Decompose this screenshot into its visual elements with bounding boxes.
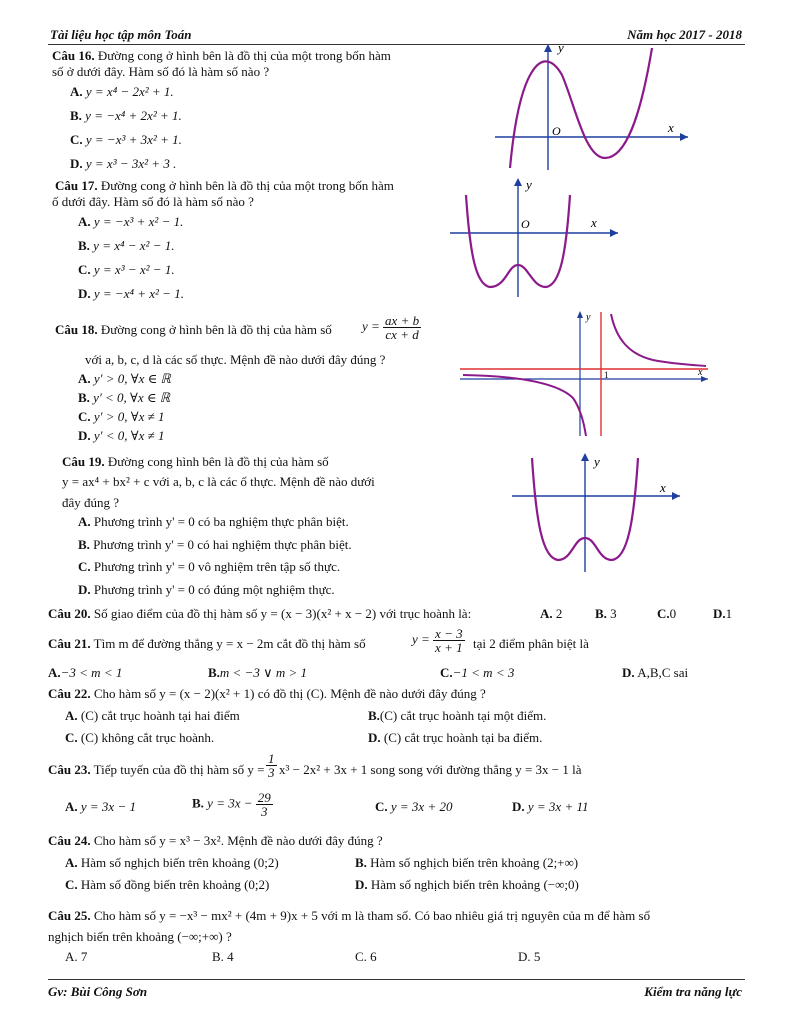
q16-option-label: D.	[70, 156, 83, 171]
q24-option-label: C.	[65, 877, 78, 892]
footer-left: Gv: Bùi Công Sơn	[48, 984, 148, 999]
q16-label: Câu 16.	[52, 48, 95, 63]
q21-option-label: D.	[622, 665, 635, 680]
q19-text1: Đường cong hình bên là đồ thị của hàm số	[107, 454, 329, 469]
q18-option-text: y′ > 0, ∀x ≠ 1	[93, 409, 165, 424]
q18-option-a[interactable]	[78, 371, 171, 387]
q21-option-a[interactable]	[48, 665, 122, 681]
q24-option-a[interactable]	[65, 855, 279, 871]
q25-option-label: D.	[518, 949, 531, 964]
q23-option-c[interactable]	[375, 799, 452, 815]
footer-right: Kiểm tra năng lực	[644, 984, 742, 999]
q17-option-a[interactable]	[78, 214, 183, 230]
q19-option-label: C.	[78, 559, 91, 574]
q21-fraction	[433, 627, 465, 654]
header-left: Tài liệu học tập môn Toán	[50, 27, 192, 42]
q19-option-text: Phương trình y' = 0 có ba nghiệm thực phân biệt.	[93, 514, 349, 529]
q25-option-text: 5	[533, 949, 541, 964]
q25-option-c[interactable]	[355, 949, 377, 965]
q17-x-arrow	[610, 229, 618, 237]
q23-fraction	[266, 752, 277, 779]
q17-text1: Đường cong ở hình bên là đồ thị của một trong bốn hàm	[100, 178, 394, 193]
q21-y-eq: y =	[412, 631, 430, 647]
q20-line	[48, 606, 471, 622]
q21-label: Câu 21.	[48, 636, 91, 651]
q22-option-text: (C) không cắt trục hoành.	[80, 730, 215, 745]
q18-y-arrow	[577, 311, 583, 318]
q18-option-label: A.	[78, 371, 91, 386]
q22-text: Cho hàm số y = (x − 2)(x² + 1) có đồ thị (C). Mệnh đề nào dưới đây đúng ?	[93, 686, 486, 701]
q25-option-text: 6	[370, 949, 377, 964]
q21-option-label: C.	[440, 665, 453, 680]
q20-option-label: C.	[657, 606, 670, 621]
q20-option-label: B.	[595, 606, 607, 621]
q16-option-label: A.	[70, 84, 83, 99]
q20-option-b[interactable]	[595, 606, 617, 622]
q16-line1	[52, 48, 391, 64]
q18-option-b[interactable]	[78, 390, 170, 406]
q17-origin-label: O	[521, 217, 530, 231]
q16-option-c[interactable]	[70, 132, 182, 148]
q18-text1: Đường cong ở hình bên là đồ thị của hàm số	[100, 322, 332, 337]
q17-option-b[interactable]	[78, 238, 174, 254]
header-right: Năm học 2017 - 2018	[627, 27, 742, 42]
q18-option-d[interactable]	[78, 428, 165, 444]
q18-numerator: ax + b	[385, 313, 420, 328]
q16-origin-label: O	[552, 124, 561, 138]
q16-x-label: x	[668, 120, 674, 135]
q16-option-a[interactable]	[70, 84, 174, 100]
q23-option-a[interactable]	[65, 799, 136, 815]
q23-fraction-inner	[266, 752, 277, 779]
q23-numerator: 1	[268, 751, 275, 766]
q24-option-b[interactable]	[355, 855, 578, 871]
q22-option-label: B.	[368, 708, 380, 723]
q22-option-d[interactable]	[368, 730, 542, 746]
q18-function	[362, 314, 421, 341]
q22-option-c[interactable]	[65, 730, 214, 746]
q17-option-label: C.	[78, 262, 91, 277]
q24-option-label: A.	[65, 855, 78, 870]
q19-option-a[interactable]	[78, 514, 349, 530]
q17-option-text: y = x³ − x² − 1.	[93, 262, 175, 277]
q20-option-a[interactable]	[540, 606, 562, 622]
q18-y-label: y	[586, 312, 591, 323]
q18-text2: với a, b, c, d là các số thực. Mệnh đề nào dưới đây đúng ?	[85, 352, 386, 367]
q22-option-label: D.	[368, 730, 381, 745]
q24-text: Cho hàm số y = x³ − 3x². Mệnh đề nào dưới đây đúng ?	[93, 833, 383, 848]
q16-x-arrow	[680, 133, 688, 141]
q16-option-b[interactable]	[70, 108, 182, 124]
q18-option-label: D.	[78, 428, 91, 443]
q17-option-label: A.	[78, 214, 91, 229]
q22-line	[48, 686, 486, 702]
q23-option-b[interactable]	[192, 791, 273, 818]
q23-option-label: C.	[375, 799, 388, 814]
q20-option-text: 0	[669, 606, 677, 621]
q21-option-d[interactable]	[622, 665, 688, 681]
q20-option-text: 2	[555, 606, 563, 621]
q23-option-text: y = 3x − 1	[80, 799, 136, 814]
q22-option-text: (C) cắt trục hoành tại ba điểm.	[383, 730, 543, 745]
q17-option-d[interactable]	[78, 286, 184, 302]
q21-option-text: A,B,C sai	[637, 665, 689, 680]
q18-option-label: C.	[78, 409, 91, 424]
q25-option-a[interactable]	[65, 949, 87, 965]
q23-option-text: y = 3x + 20	[390, 799, 453, 814]
q23-option-label: A.	[65, 799, 78, 814]
q23-option-label: D.	[512, 799, 525, 814]
q23-denominator: 3	[268, 765, 275, 780]
q20-text: Số giao điểm của đồ thị hàm số y = (x − 3)(x² + x − 2) với trục hoành là:	[93, 606, 472, 621]
q18-option-text: y′ > 0, ∀x ∈ ℝ	[93, 371, 171, 386]
q24-option-label: B.	[355, 855, 367, 870]
q16-curve	[510, 48, 652, 168]
q25-option-b[interactable]	[212, 949, 234, 965]
q17-option-label: B.	[78, 238, 90, 253]
q22-label: Câu 22.	[48, 686, 91, 701]
q19-graph	[510, 450, 685, 575]
q25-option-text: 4	[227, 949, 234, 964]
q25-text1: Cho hàm số y = −x³ − mx² + (4m + 9)x + 5 với m là tham số. Có bao nhiêu giá trị nguyên của m để hàm số	[93, 908, 651, 923]
q19-text2: y = ax⁴ + bx² + c với a, b, c là các ố thực. Mệnh đề nào dưới	[62, 474, 375, 489]
q19-option-label: B.	[78, 537, 90, 552]
q16-y-label: y	[558, 40, 564, 55]
q17-x-label: x	[591, 215, 597, 230]
q18-line1	[55, 322, 332, 338]
q24-option-label: D.	[355, 877, 368, 892]
q18-curve-right	[611, 314, 706, 366]
q21-text2: tại 2 điểm phân biệt là	[473, 636, 589, 651]
q19-y-label: y	[594, 454, 600, 469]
q18-label: Câu 18.	[55, 322, 98, 337]
q21-option-text: m < −3 ∨ m > 1	[219, 665, 308, 680]
q18-option-label: B.	[78, 390, 90, 405]
q19-option-b[interactable]	[78, 537, 352, 553]
q25-option-label: C.	[355, 949, 367, 964]
q21-line	[48, 636, 366, 652]
q17-option-text: y = −x³ + x² − 1.	[93, 214, 184, 229]
q18-y-eq: y =	[362, 318, 380, 334]
q19-option-c[interactable]	[78, 559, 340, 575]
q21-option-c[interactable]	[440, 665, 514, 681]
q19-line1	[62, 454, 329, 470]
q16-option-text: y = x³ − 3x² + 3 .	[85, 156, 177, 171]
q17-label: Câu 17.	[55, 178, 98, 193]
q22-option-text: (C) cắt trục hoành tại một điểm.	[379, 708, 547, 723]
q16-text1: Đường cong ở hình bên là đồ thị của một trong bốn hàm	[97, 48, 391, 63]
q24-option-text: Hàm số nghịch biến trên khoảng (−∞;0)	[370, 877, 579, 892]
q20-label: Câu 20.	[48, 606, 91, 621]
q17-option-label: D.	[78, 286, 91, 301]
q23-line	[48, 762, 264, 778]
q19-label: Câu 19.	[62, 454, 105, 469]
q16-option-label: B.	[70, 108, 82, 123]
q21-denominator: x + 1	[435, 640, 463, 655]
q21-numerator: x − 3	[435, 626, 463, 641]
q19-text3: đây đúng ?	[62, 495, 120, 510]
q18-option-text: y′ < 0, ∀x ∈ ℝ	[93, 390, 171, 405]
q17-text2: ố dưới đây. Hàm số đó là hàm số nào ?	[52, 194, 254, 209]
q20-option-d[interactable]	[713, 606, 732, 622]
q21-text1: Tìm m để đường thẳng y = x − 2m cắt đồ thị hàm số	[93, 636, 366, 651]
q19-x-arrow	[672, 492, 680, 500]
q23-b-denominator: 3	[261, 804, 268, 819]
q21-function	[412, 627, 465, 654]
q23-option-d[interactable]	[512, 799, 589, 815]
q25-label: Câu 25.	[48, 908, 91, 923]
q16-option-text: y = x⁴ − 2x² + 1.	[85, 84, 174, 99]
q23-label: Câu 23.	[48, 762, 91, 777]
q18-x-label: x	[698, 367, 703, 378]
q22-option-a[interactable]	[65, 708, 240, 724]
q19-option-d[interactable]	[78, 582, 335, 598]
q24-option-c[interactable]	[65, 877, 269, 893]
q16-graph	[490, 40, 700, 175]
q18-denominator: cx + d	[385, 327, 419, 342]
q16-option-label: C.	[70, 132, 83, 147]
q18-graph	[458, 308, 713, 438]
q25-option-text: 7	[80, 949, 88, 964]
q23-option-text: y = 3x + 11	[527, 799, 589, 814]
q22-option-text: (C) cắt trục hoành tại hai điểm	[80, 708, 240, 723]
q23-text1: Tiếp tuyến của đồ thị hàm số y =	[93, 762, 265, 777]
q24-option-text: Hàm số nghịch biến trên khoảng (0;2)	[80, 855, 279, 870]
q22-option-b[interactable]	[368, 708, 546, 724]
q19-option-text: Phương trình y' = 0 có đúng một nghiệm thực.	[93, 582, 335, 597]
q17-line1	[55, 178, 394, 194]
q25-line1	[48, 908, 650, 924]
q16-text2: số ở dưới đây. Hàm số đó là hàm số nào ?	[52, 64, 270, 79]
q17-y-label: y	[526, 177, 532, 192]
q21-option-text: −3 < m < 1	[60, 665, 123, 680]
q22-option-label: A.	[65, 708, 78, 723]
q18-option-text: y′ < 0, ∀x ≠ 1	[93, 428, 165, 443]
q17-option-c[interactable]	[78, 262, 175, 278]
q23-b-numerator: 29	[257, 790, 271, 805]
q24-label: Câu 24.	[48, 833, 91, 848]
q17-graph	[448, 175, 623, 300]
q20-option-c[interactable]	[657, 606, 676, 622]
q25-option-label: A.	[65, 949, 78, 964]
q24-line	[48, 833, 383, 849]
q24-option-text: Hàm số đồng biến trên khoảng (0;2)	[80, 877, 270, 892]
q25-text2: nghịch biến trên khoảng (−∞;+∞) ?	[48, 929, 232, 944]
q23-option-text: y = 3x −	[207, 795, 253, 811]
q21-option-label: B.	[208, 665, 220, 680]
q21-option-text: −1 < m < 3	[452, 665, 515, 680]
q19-option-label: A.	[78, 514, 91, 529]
q20-option-text: 3	[610, 606, 617, 621]
q21-option-label: A.	[48, 665, 61, 680]
q25-option-label: B.	[212, 949, 224, 964]
q19-x-label: x	[660, 480, 666, 495]
q18-tick-label: 1	[604, 370, 609, 380]
q22-option-label: C.	[65, 730, 78, 745]
q23-b-fraction	[256, 791, 273, 818]
q17-option-text: y = −x⁴ + x² − 1.	[93, 286, 184, 301]
q17-y-arrow	[514, 178, 522, 186]
q16-option-text: y = −x³ + 3x² + 1.	[85, 132, 182, 147]
q20-option-label: D.	[713, 606, 726, 621]
q25-option-d[interactable]	[518, 949, 540, 965]
q23-text2: x³ − 2x² + 3x + 1 song song với đường thẳng y = 3x − 1 là	[279, 762, 582, 777]
q19-option-text: Phương trình y' = 0 có hai nghiệm thực phân biệt.	[93, 537, 352, 552]
q20-option-text: 1	[725, 606, 733, 621]
q19-y-arrow	[581, 453, 589, 461]
q19-option-label: D.	[78, 582, 91, 597]
q18-curve-left	[463, 375, 586, 436]
q18-option-c[interactable]	[78, 409, 165, 425]
q23-option-label: B.	[192, 795, 204, 811]
q24-option-text: Hàm số nghịch biến trên khoảng (2;+∞)	[370, 855, 579, 870]
q19-option-text: Phương trình y' = 0 vô nghiệm trên tập số thực.	[93, 559, 341, 574]
q18-fraction	[383, 314, 421, 341]
q24-option-d[interactable]	[355, 877, 579, 893]
q16-option-d[interactable]	[70, 156, 176, 172]
q16-y-arrow	[544, 44, 552, 52]
q16-option-text: y = −x⁴ + 2x² + 1.	[85, 108, 182, 123]
footer-rule	[48, 979, 745, 980]
q21-option-b[interactable]	[208, 665, 307, 681]
q20-option-label: A.	[540, 606, 553, 621]
q17-option-text: y = x⁴ − x² − 1.	[93, 238, 175, 253]
